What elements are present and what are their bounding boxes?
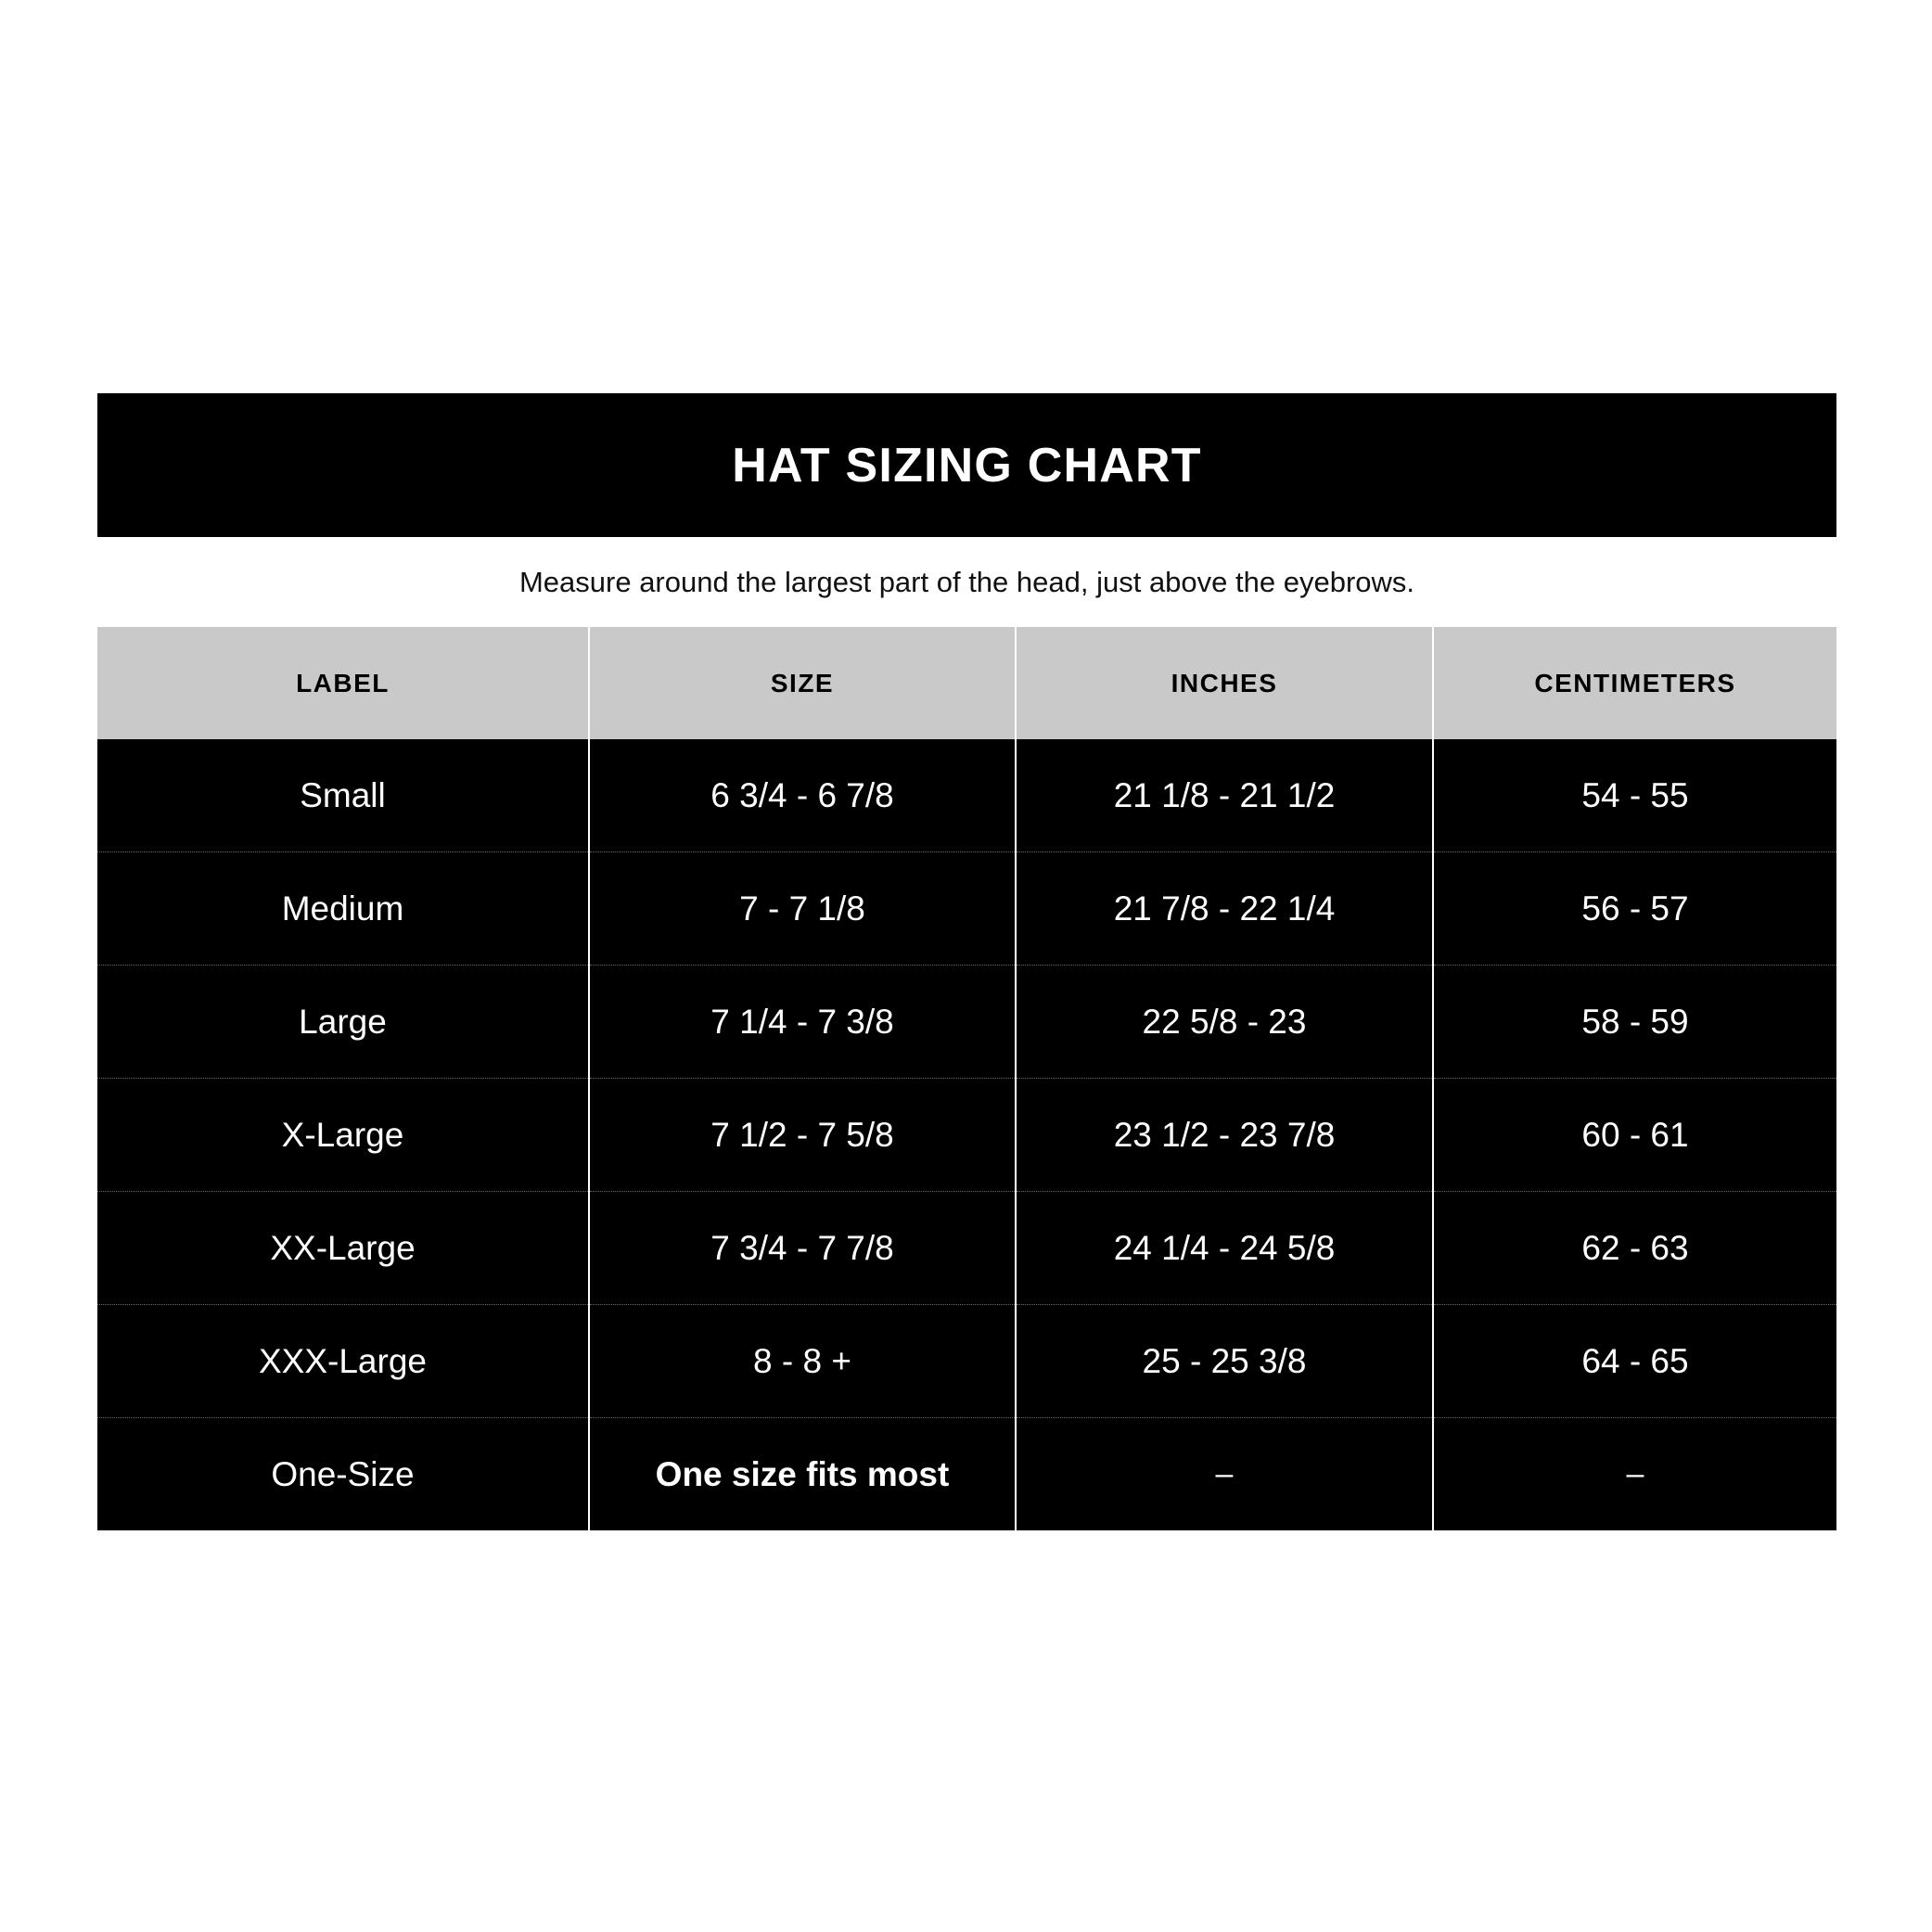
- cell-inches: 25 - 25 3/8: [1016, 1305, 1433, 1418]
- table-header-row: [97, 627, 1836, 739]
- cell-inches: 21 7/8 - 22 1/4: [1016, 852, 1433, 966]
- table-row: [97, 1305, 1836, 1418]
- cell-size: One size fits most: [589, 1418, 1016, 1531]
- column-header-size: SIZE: [589, 627, 1016, 739]
- cell-size: 6 3/4 - 6 7/8: [589, 739, 1016, 852]
- cell-centimeters: 62 - 63: [1433, 1192, 1836, 1305]
- cell-size: 8 - 8 +: [589, 1305, 1016, 1418]
- cell-size: 7 1/4 - 7 3/8: [589, 966, 1016, 1079]
- table-row: [97, 1418, 1836, 1531]
- cell-centimeters: 60 - 61: [1433, 1079, 1836, 1192]
- cell-label: One-Size: [97, 1418, 589, 1531]
- cell-size: 7 1/2 - 7 5/8: [589, 1079, 1016, 1192]
- cell-size: 7 3/4 - 7 7/8: [589, 1192, 1016, 1305]
- cell-label: XX-Large: [97, 1192, 589, 1305]
- size-table: [97, 627, 1836, 1530]
- cell-inches: 23 1/2 - 23 7/8: [1016, 1079, 1433, 1192]
- cell-label: X-Large: [97, 1079, 589, 1192]
- chart-title-band: [97, 393, 1836, 537]
- cell-centimeters: 64 - 65: [1433, 1305, 1836, 1418]
- cell-inches: –: [1016, 1418, 1433, 1531]
- column-header-inches: INCHES: [1016, 627, 1433, 739]
- cell-inches: 21 1/8 - 21 1/2: [1016, 739, 1433, 852]
- page-title: HAT SIZING CHART: [732, 438, 1202, 493]
- cell-inches: 22 5/8 - 23: [1016, 966, 1433, 1079]
- chart-subtitle-band: [97, 537, 1836, 627]
- table-row: [97, 966, 1836, 1079]
- table-body: [97, 739, 1836, 1530]
- table-header: [97, 627, 1836, 739]
- table-row: [97, 739, 1836, 852]
- column-header-label: LABEL: [97, 627, 589, 739]
- cell-centimeters: 58 - 59: [1433, 966, 1836, 1079]
- cell-centimeters: –: [1433, 1418, 1836, 1531]
- table-row: [97, 852, 1836, 966]
- sizing-chart: [97, 393, 1836, 1530]
- cell-label: XXX-Large: [97, 1305, 589, 1418]
- table-row: [97, 1079, 1836, 1192]
- cell-size: 7 - 7 1/8: [589, 852, 1016, 966]
- cell-centimeters: 56 - 57: [1433, 852, 1836, 966]
- cell-label: Small: [97, 739, 589, 852]
- cell-label: Large: [97, 966, 589, 1079]
- cell-centimeters: 54 - 55: [1433, 739, 1836, 852]
- column-header-centimeters: CENTIMETERS: [1433, 627, 1836, 739]
- table-row: [97, 1192, 1836, 1305]
- cell-inches: 24 1/4 - 24 5/8: [1016, 1192, 1433, 1305]
- cell-label: Medium: [97, 852, 589, 966]
- measurement-instructions: Measure around the largest part of the head, just above the eyebrows.: [518, 565, 1415, 598]
